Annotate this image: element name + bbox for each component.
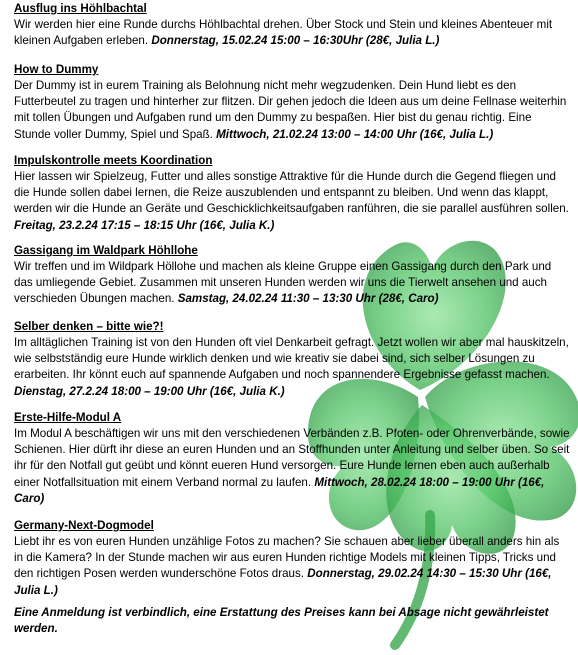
course-date-price: Mittwoch, 21.02.24 13:00 – 14:00 Uhr (16€, Julia L.) xyxy=(216,127,494,141)
course-how-to-dummy xyxy=(14,62,570,143)
course-text: Wir werden hier eine Runde durchs Höhlbachtal drehen. Über Stock und Stein und kleines Abenteuer mit kleinen Aufgaben erleben. xyxy=(14,18,553,48)
course-title: Ausflug ins Höhlbachtal xyxy=(14,2,147,15)
course-date-price: Dienstag, 27.2.24 18:00 – 19:00 Uhr (16€, Julia K.) xyxy=(14,384,285,398)
course-description xyxy=(14,17,570,49)
course-date-price: Donnerstag, 29.02.24 14:30 – 15:30 Uhr (16€, Julia L.) xyxy=(14,567,552,597)
course-title: How to Dummy xyxy=(14,63,99,76)
course-ausflug xyxy=(14,1,570,49)
course-dogmodel xyxy=(14,518,570,599)
course-description xyxy=(14,534,570,599)
course-description xyxy=(14,335,570,400)
course-erste-hilfe xyxy=(14,410,570,507)
course-gassigang xyxy=(14,243,570,308)
course-description xyxy=(14,426,570,507)
course-text: Wir treffen und im Wildpark Höllohe und machen als kleine Gruppe einen Gassigang durch den Park und das umliegende Gebiet. Zusammen mit unseren Hunden werden wir uns die Tierwelt ansehen und auch verschieden Übungen machen. xyxy=(14,260,552,306)
course-description xyxy=(14,78,570,143)
course-title: Gassigang im Waldpark Höhllohe xyxy=(14,244,198,257)
course-text: Der Dummy ist in eurem Training als Belohnung nicht mehr wegzudenken. Dein Hund liebt es den Futterbeutel zu tragen und hinterher zur flitzen. Dir gehen jedoch die Ideen aus um deine Fellnase weiterhin mit tollen Übungen und Aufgaben rund um den Dummy zu bespaßen. Hier bist du genau richtig. Eine Stunde voller Dummy, Spiel und Spaß. xyxy=(14,79,567,141)
course-date-price: Mittwoch, 28.02.24 18:00 – 19:00 Uhr (16€, Caro) xyxy=(14,475,545,505)
course-description xyxy=(14,169,570,234)
course-title: Selber denken – bitte wie?! xyxy=(14,320,164,333)
course-date-price: Samstag, 24.02.24 11:30 – 13:30 Uhr (28€, Caro) xyxy=(177,292,439,306)
course-title: Germany-Next-Dogmodel xyxy=(14,519,154,532)
course-selber-denken xyxy=(14,319,570,400)
course-title: Impulskontrolle meets Koordination xyxy=(14,154,213,167)
course-text: Im alltäglichen Training ist von den Hunden oft viel Denkarbeit gefragt. Jetzt wollen wir aber mal hauskitzeln, wie selbstständig eure Hunde wirklich denken und wie kreativ sie dabei sind, sich selber Lösungen zu erarbeiten. Ihr könnt euch auf spannende Aufgaben und noch spannendere Ergebnisse gefasst machen. xyxy=(14,336,569,382)
course-title: Erste-Hilfe-Modul A xyxy=(14,411,122,424)
course-text: Liebt ihr es von euren Hunden unzählige Fotos zu machen? Sie schauen aber lieber überall anders hin als in die Kamera? In der Stunde machen wir aus euren Hunden richtige Models mit kleinen Tipps, Tricks und den richtigen Posen werden wunderschöne Fotos draus. xyxy=(14,535,560,581)
registration-note: Eine Anmeldung ist verbindlich, eine Erstattung des Preises kann bei Absage nicht gewährleistet werden. xyxy=(14,606,549,635)
course-text: Hier lassen wir Spielzeug, Futter und alles sonstige Attraktive für die Hunde durch die Gegend fliegen und die Hunde sollen dabei lernen, die Reize auszublenden und entspannt zu bleiben. Und wenn das klappt, werden wir die Hunde an Geräte und Geschicklichkeitsaufgaben ranführen, die sie parallel ausführen sollen. xyxy=(14,170,569,216)
course-impulskontrolle xyxy=(14,153,570,234)
course-description xyxy=(14,259,570,308)
course-date-price: Donnerstag, 15.02.24 15:00 – 16:30Uhr (28€, Julia L.) xyxy=(151,34,440,48)
course-text: Im Modul A beschäftigen wir uns mit den verschiedenen Verbänden z.B. Pfoten- oder Ohrenverbände, sowie Schienen. Hier dürft ihr diese an euren Hunden und an Stoffhunden unter Anleitung und selber üben. So seit ihr für den Notfall gut geübt und könnt eueren Hund versorgen. Eure Hunde lernen eben auch außerhalb einer Notfallsituation mit einem Verband normal zu laufen. xyxy=(14,427,570,489)
course-date-price: Freitag, 23.2.24 17:15 – 18:15 Uhr (16€, Julia K.) xyxy=(14,218,275,232)
